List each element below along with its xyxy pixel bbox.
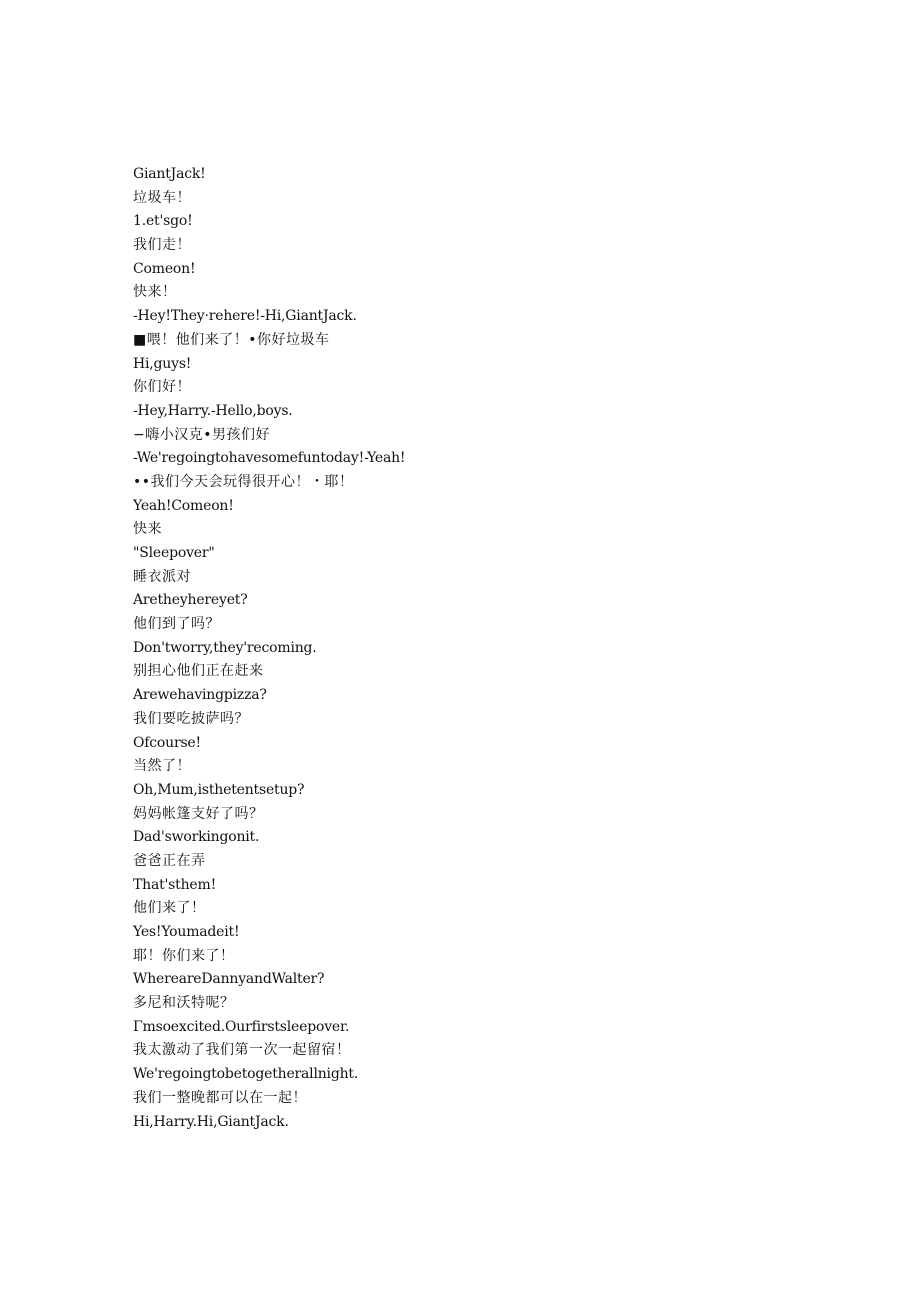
subtitle-line-zh: 耶！你们来了！	[133, 947, 235, 964]
subtitle-line-zh: 爸爸正在弄	[133, 852, 206, 869]
subtitle-line-en: We'regoingtobetogetherallnight.	[133, 1066, 359, 1083]
subtitle-line-zh: 垃圾车！	[133, 189, 191, 206]
subtitle-line-en: -Hey,Harry.-Hello,boys.	[133, 402, 293, 419]
subtitle-line-en: Comeon!	[133, 260, 196, 277]
subtitle-line-en: WhereareDannyandWalter?	[133, 971, 325, 988]
subtitle-line-en: Ofcourse!	[133, 734, 201, 751]
subtitle-line-en: Γmsoexcited.Ourfirstsleepover.	[133, 1018, 350, 1035]
subtitle-line-zh: 我们一整晚都可以在一起！	[133, 1089, 307, 1106]
subtitle-line-en: Oh,Mum,isthetentsetup?	[133, 781, 305, 798]
subtitle-line-zh: −嗨小汉克•男孩们好	[133, 426, 270, 443]
subtitle-line-zh: 你们好！	[133, 379, 191, 396]
subtitle-line-en: Hi,Harry.Hi,GiantJack.	[133, 1113, 289, 1130]
subtitle-line-en: Yes!Youmadeit!	[133, 924, 240, 940]
subtitle-line-en: Don'tworry,they'recoming.	[133, 639, 317, 656]
subtitle-line-zh: 他们到了吗？	[133, 616, 220, 633]
subtitle-line-zh: 快来！	[133, 284, 177, 301]
subtitle-line-zh: 多尼和沃特呢？	[133, 995, 235, 1012]
subtitle-line-en: -Hey!They·rehere!-Hi,GiantJack.	[133, 308, 357, 325]
subtitle-line-en: "Sleepover"	[133, 545, 215, 561]
subtitle-line-en: Aretheyhereyet?	[133, 592, 248, 609]
subtitle-line-en: 1.et'sgo!	[133, 213, 193, 230]
subtitle-line-zh: 我们走！	[133, 237, 191, 254]
subtitle-line-en: Yeah!Comeon!	[133, 497, 234, 514]
subtitle-line-zh: 当然了！	[133, 758, 191, 775]
subtitle-line-en: Arewehavingpizza?	[133, 687, 267, 704]
subtitle-line-zh: 快来	[133, 521, 162, 538]
subtitle-line-en: GiantJack!	[133, 166, 206, 182]
subtitle-line-en: That'sthem!	[133, 876, 216, 893]
subtitle-line-zh: 睡衣派对	[133, 568, 191, 585]
subtitle-line-zh: 我太激动了我们第一次一起留宿！	[133, 1042, 351, 1059]
subtitle-line-en: Hi,guys!	[133, 355, 192, 372]
subtitle-line-en: -We'regoingtohavesomefuntoday!-Yeah!	[133, 450, 406, 467]
subtitle-line-zh: ••我们今天会玩得很开心！・耶！	[133, 473, 354, 490]
subtitle-line-zh: 我们要吃披萨吗？	[133, 710, 249, 727]
subtitle-line-zh: 别担心他们正在赶来	[133, 663, 264, 680]
subtitle-transcript	[133, 163, 833, 1134]
subtitle-line-zh: ■喂！他们来了！•你好垃圾车	[133, 331, 330, 348]
subtitle-line-en: Dad'sworkingonit.	[133, 829, 260, 846]
subtitle-line-zh: 妈妈帐篷支好了吗？	[133, 805, 264, 822]
subtitle-line-zh: 他们来了！	[133, 900, 206, 917]
